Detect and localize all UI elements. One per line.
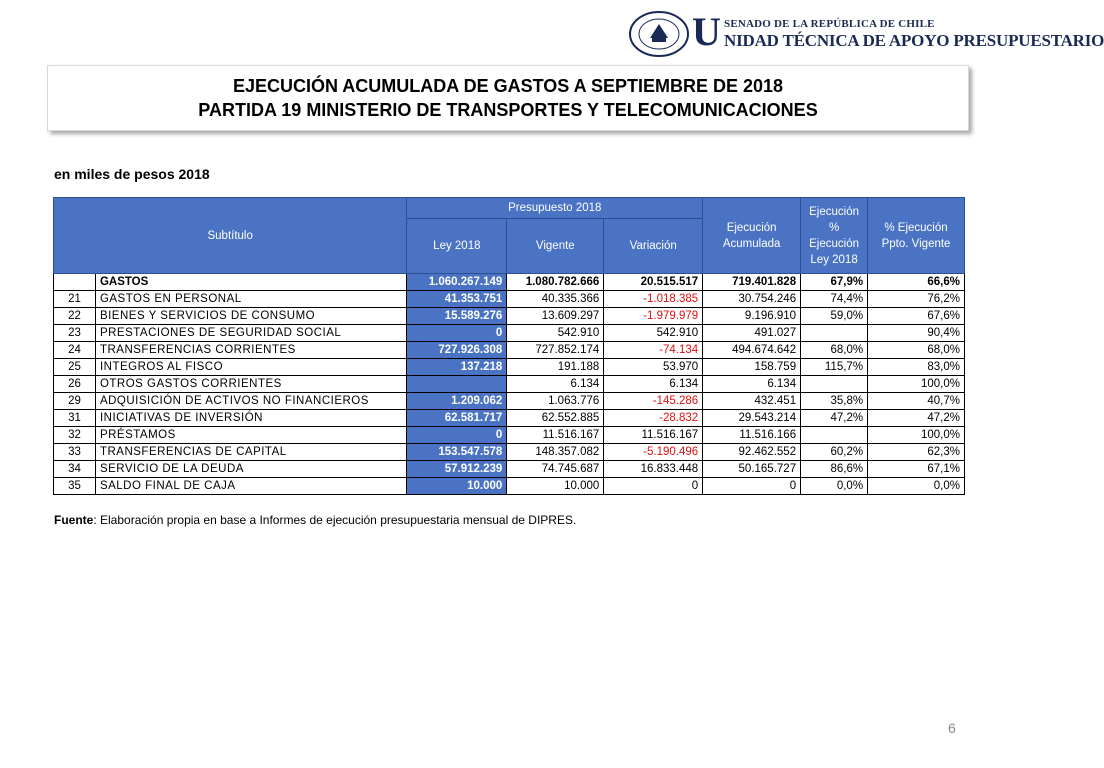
cell-name: PRÉSTAMOS [95, 427, 406, 444]
cell-vigente: 727.852.174 [507, 342, 604, 359]
cell-code: 22 [54, 308, 96, 325]
cell-pct-vigente: 0,0% [868, 478, 965, 495]
cell-variacion: 0 [604, 478, 703, 495]
cell-name: TRANSFERENCIAS DE CAPITAL [95, 444, 406, 461]
table-row [54, 291, 965, 308]
senate-seal-icon [628, 10, 690, 58]
cell-pct-vigente: 47,2% [868, 410, 965, 427]
cell-name: SERVICIO DE LA DEUDA [95, 461, 406, 478]
table-row [54, 410, 965, 427]
cell-vigente: 11.516.167 [507, 427, 604, 444]
cell-ley: 62.581.717 [407, 410, 507, 427]
cell-variacion: -28.832 [604, 410, 703, 427]
source-note [54, 513, 576, 527]
header-presupuesto: Presupuesto 2018 [407, 198, 703, 219]
header-pct-ejecucion-vigente: % Ejecución Ppto. Vigente [868, 198, 965, 274]
cell-ejecucion: 29.543.214 [703, 410, 801, 427]
cell-variacion: -145.286 [604, 393, 703, 410]
cell-ley: 1.060.267.149 [407, 274, 507, 291]
cell-code: 26 [54, 376, 96, 393]
cell-vigente: 6.134 [507, 376, 604, 393]
cell-variacion: 542.910 [604, 325, 703, 342]
cell-code: 34 [54, 461, 96, 478]
table-row [54, 478, 965, 495]
cell-pct-vigente: 68,0% [868, 342, 965, 359]
cell-ejecucion: 719.401.828 [703, 274, 801, 291]
cell-name: INTEGROS AL FISCO [95, 359, 406, 376]
cell-ley [407, 376, 507, 393]
brand-senate-line: SENADO DE LA REPÚBLICA DE CHILE [724, 18, 935, 30]
units-label: en miles de pesos 2018 [54, 166, 210, 182]
cell-ejecucion: 50.165.727 [703, 461, 801, 478]
cell-pct-ley: 74,4% [801, 291, 868, 308]
source-label: Fuente [54, 513, 94, 527]
cell-pct-ley: 86,6% [801, 461, 868, 478]
cell-ley: 10.000 [407, 478, 507, 495]
header-ley: Ley 2018 [407, 219, 507, 274]
cell-code: 32 [54, 427, 96, 444]
cell-ley: 153.547.578 [407, 444, 507, 461]
cell-name: PRESTACIONES DE SEGURIDAD SOCIAL [95, 325, 406, 342]
brand-initial: U [692, 9, 721, 54]
cell-ley: 137.218 [407, 359, 507, 376]
page-subtitle: PARTIDA 19 MINISTERIO DE TRANSPORTES Y TELECOMUNICACIONES [198, 100, 818, 120]
cell-vigente: 10.000 [507, 478, 604, 495]
cell-pct-ley: 35,8% [801, 393, 868, 410]
cell-name: SALDO FINAL DE CAJA [95, 478, 406, 495]
cell-ley: 41.353.751 [407, 291, 507, 308]
header-variacion: Variación [604, 219, 703, 274]
cell-name: TRANSFERENCIAS CORRIENTES [95, 342, 406, 359]
cell-pct-ley: 60,2% [801, 444, 868, 461]
cell-ejecucion: 432.451 [703, 393, 801, 410]
cell-ejecucion: 92.462.552 [703, 444, 801, 461]
cell-name: ADQUISICIÓN DE ACTIVOS NO FINANCIEROS [95, 393, 406, 410]
cell-name: GASTOS [95, 274, 406, 291]
cell-pct-vigente: 100,0% [868, 376, 965, 393]
table-row-total [54, 274, 965, 291]
cell-variacion: 53.970 [604, 359, 703, 376]
cell-ley: 1.209.062 [407, 393, 507, 410]
cell-variacion: -74.134 [604, 342, 703, 359]
cell-ley: 57.912.239 [407, 461, 507, 478]
cell-code [54, 274, 96, 291]
cell-ley: 727.926.308 [407, 342, 507, 359]
cell-ejecucion: 0 [703, 478, 801, 495]
brand-unit-line: NIDAD TÉCNICA DE APOYO PRESUPUESTARIO [724, 31, 1104, 50]
cell-vigente: 40.335.366 [507, 291, 604, 308]
cell-ejecucion: 158.759 [703, 359, 801, 376]
table-row [54, 444, 965, 461]
cell-pct-ley: 115,7% [801, 359, 868, 376]
table-row [54, 359, 965, 376]
cell-variacion: -1.979.979 [604, 308, 703, 325]
title-box [47, 65, 969, 131]
cell-pct-vigente: 40,7% [868, 393, 965, 410]
cell-pct-ley: 68,0% [801, 342, 868, 359]
cell-pct-vigente: 67,6% [868, 308, 965, 325]
cell-ejecucion: 494.674.642 [703, 342, 801, 359]
cell-pct-ley: 47,2% [801, 410, 868, 427]
cell-pct-ley [801, 427, 868, 444]
page-number: 6 [948, 720, 956, 736]
cell-name: OTROS GASTOS CORRIENTES [95, 376, 406, 393]
cell-vigente: 74.745.687 [507, 461, 604, 478]
cell-ley: 15.589.276 [407, 308, 507, 325]
table-row [54, 308, 965, 325]
cell-vigente: 13.609.297 [507, 308, 604, 325]
table-row [54, 376, 965, 393]
cell-code: 29 [54, 393, 96, 410]
table-row [54, 342, 965, 359]
cell-ejecucion: 491.027 [703, 325, 801, 342]
cell-code: 23 [54, 325, 96, 342]
cell-variacion: -1.018.385 [604, 291, 703, 308]
cell-pct-ley: 0,0% [801, 478, 868, 495]
cell-name: GASTOS EN PERSONAL [95, 291, 406, 308]
source-text: : Elaboración propia en base a Informes de ejecución presupuestaria mensual de DIPRES. [93, 513, 577, 527]
table-row [54, 427, 965, 444]
cell-variacion: 20.515.517 [604, 274, 703, 291]
cell-ejecucion: 11.516.166 [703, 427, 801, 444]
cell-pct-vigente: 76,2% [868, 291, 965, 308]
cell-vigente: 148.357.082 [507, 444, 604, 461]
cell-vigente: 1.080.782.666 [507, 274, 604, 291]
cell-vigente: 1.063.776 [507, 393, 604, 410]
cell-variacion: 6.134 [604, 376, 703, 393]
cell-code: 24 [54, 342, 96, 359]
cell-name: INICIATIVAS DE INVERSIÓN [95, 410, 406, 427]
cell-code: 33 [54, 444, 96, 461]
header-vigente: Vigente [507, 219, 604, 274]
cell-vigente: 62.552.885 [507, 410, 604, 427]
budget-table [53, 197, 965, 495]
cell-ley: 0 [407, 325, 507, 342]
cell-variacion: -5.190.496 [604, 444, 703, 461]
cell-variacion: 16.833.448 [604, 461, 703, 478]
cell-pct-ley [801, 325, 868, 342]
cell-code: 35 [54, 478, 96, 495]
cell-vigente: 191.188 [507, 359, 604, 376]
cell-code: 31 [54, 410, 96, 427]
table-row [54, 461, 965, 478]
cell-pct-ley: 59,0% [801, 308, 868, 325]
header-subtitulo: Subtítulo [54, 198, 407, 274]
senate-logo [628, 9, 1104, 60]
cell-pct-vigente: 67,1% [868, 461, 965, 478]
cell-name: BIENES Y SERVICIOS DE CONSUMO [95, 308, 406, 325]
cell-ejecucion: 6.134 [703, 376, 801, 393]
header-ejecucion-acumulada: Ejecución Acumulada [703, 198, 801, 274]
cell-variacion: 11.516.167 [604, 427, 703, 444]
table-row [54, 393, 965, 410]
page-title: EJECUCIÓN ACUMULADA DE GASTOS A SEPTIEMBRE DE 2018 [232, 76, 784, 96]
cell-code: 21 [54, 291, 96, 308]
cell-ley: 0 [407, 427, 507, 444]
cell-ejecucion: 30.754.246 [703, 291, 801, 308]
cell-pct-ley: 67,9% [801, 274, 868, 291]
header-pct-ejecucion-ley: Ejecución % Ejecución Ley 2018 [801, 198, 868, 274]
cell-vigente: 542.910 [507, 325, 604, 342]
cell-pct-vigente: 100,0% [868, 427, 965, 444]
cell-pct-ley [801, 376, 868, 393]
cell-ejecucion: 9.196.910 [703, 308, 801, 325]
cell-pct-vigente: 66,6% [868, 274, 965, 291]
cell-pct-vigente: 62,3% [868, 444, 965, 461]
cell-pct-vigente: 90,4% [868, 325, 965, 342]
cell-code: 25 [54, 359, 96, 376]
cell-pct-vigente: 83,0% [868, 359, 965, 376]
table-row [54, 325, 965, 342]
